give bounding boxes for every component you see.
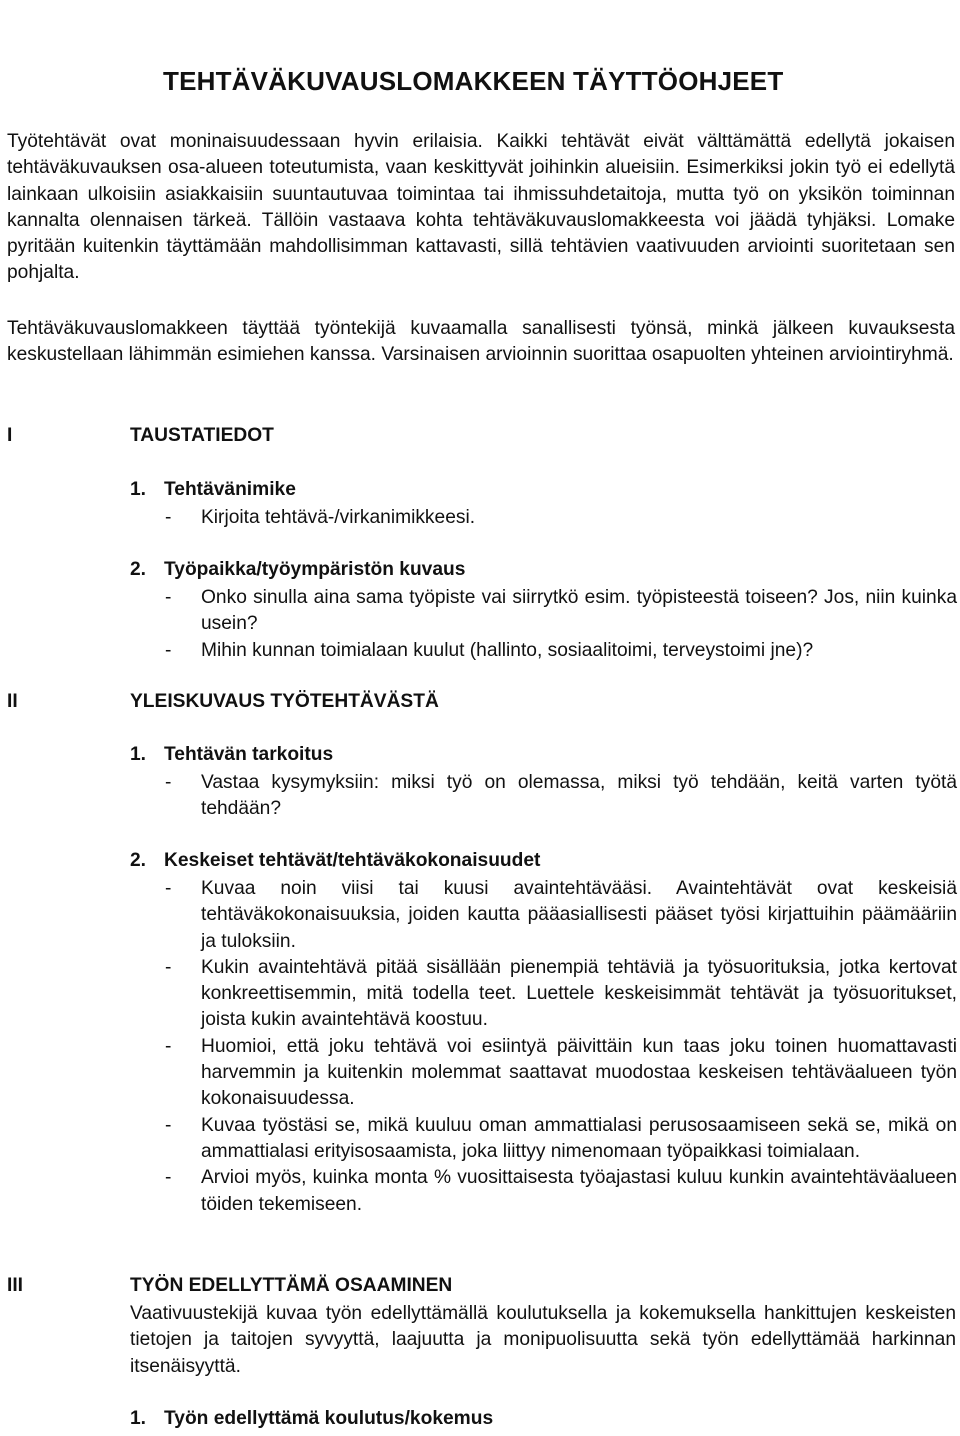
bullet-item: - Kuvaa noin viisi tai kuusi avaintehtävääsi. Avaintehtävät ovat keskeisiä tehtäväkokonaisuuksia, joiden kautta pääasiallisesti pääset työsi kirjattuihin päämääriin ja tuloksiin. (165, 876, 957, 955)
section-2-numeral: II (7, 691, 18, 712)
item-number: 1. (130, 1408, 147, 1429)
bullet-item: - Onko sinulla aina sama työpiste vai siirrytkö esim. työpisteestä toiseen? Jos, niin kuinka usein? (165, 585, 957, 638)
item-number: 2. (130, 559, 147, 580)
section-1-item-1-bullets (165, 505, 957, 531)
item-title: Tehtävän tarkoitus (164, 744, 334, 765)
section-3-numeral: III (7, 1275, 23, 1296)
section-1-title: TAUSTATIEDOT (130, 425, 274, 446)
section-3-description: Vaativuustekijä kuvaa työn edellyttämällä koulutuksella ja kokemuksella hankittujen keskeisten tietojen ja taitojen syvyyttä, laajuutta ja monipuolisuutta sekä työn edellyttämää harkinnan itsenäisyyttä. (130, 1303, 956, 1377)
intro-paragraph-2: Tehtäväkuvauslomakkeen täyttää työntekijä kuvaamalla sanallisesti työnsä, minkä jälkeen kuvauksesta keskustellaan lähimmän esimiehen kanssa. Varsinaisen arvioinnin suorittaa osapuolten yhteinen arviointiryhmä. (7, 318, 955, 366)
page-title: TEHTÄVÄKUVAUSLOMAKKEEN TÄYTTÖOHJEET (163, 66, 784, 96)
section-1-item-2-bullets (165, 585, 957, 664)
item-title: Keskeiset tehtävät/tehtäväkokonaisuudet (164, 850, 541, 871)
item-number: 2. (130, 850, 147, 871)
bullet-item: - Vastaa kysymyksiin: miksi työ on olemassa, miksi työ tehdään, keitä varten työtä tehdään? (165, 770, 957, 823)
bullet-item: - Kirjoita tehtävä-/virkanimikkeesi. (165, 505, 957, 531)
item-number: 1. (130, 479, 147, 500)
bullet-item: - Huomioi, että joku tehtävä voi esiintyä päivittäin kun taas joku toinen huomattavasti harvemmin ja kuitenkin molemmat saattavat muodostaa keskeisen tehtäväalueen työn kokonaisuudessa. (165, 1034, 957, 1113)
item-number: 1. (130, 744, 147, 765)
bullet-item: - Mihin kunnan toimialaan kuulut (hallinto, sosiaalitoimi, terveystoimi jne)? (165, 638, 957, 664)
bullet-item: - Kukin avaintehtävä pitää sisällään pienempiä tehtäviä ja työsuorituksia, jotka kertovat konkreettisemmin, mitä todella teet. Luettele keskeisimmät tehtävät ja työsuoritukset, joista kukin avaintehtävä koostuu. (165, 955, 957, 1034)
bullet-item: - Kuvaa työstäsi se, mikä kuuluu oman ammattialasi perusosaamiseen sekä se, mikä on ammattialasi erityisosaamista, joka liittyy nimenomaan työpaikkasi toimialaan. (165, 1113, 957, 1166)
item-title: Työpaikka/työympäristön kuvaus (164, 559, 466, 580)
item-title: Tehtävänimike (164, 479, 296, 500)
section-2-item-1-bullets (165, 770, 957, 823)
section-2-title: YLEISKUVAUS TYÖTEHTÄVÄSTÄ (130, 691, 439, 712)
section-2-item-1-heading (130, 744, 333, 766)
intro-paragraph-1: Työtehtävät ovat moninaisuudessaan hyvin erilaisia. Kaikki tehtävät eivät välttämättä edellytä jokaisen tehtäväkuvauksen osa-alueen toteutumista, vaan keskittyvät joihinkin alueisiin. Esimerkiksi jokin työ ei edellytä lainkaan ulkoisiin asiakkaisiin suuntautuvaa toimintaa tai ihmissuhdetaitoja, mutta työ on yksikön toiminnan kannalta olennaisen tärkeä. Tällöin vastaava kohta tehtäväkuvauslomakkeesta voi jäädä tyhjäksi. Lomake pyritään kuitenkin täyttämään mahdollisimman kattavasti, sillä tehtävien vaativuuden arviointi suoritetaan sen pohjalta. (7, 131, 955, 284)
section-2-item-2-heading (130, 850, 540, 872)
section-1-item-2-heading (130, 559, 465, 581)
section-1-item-1-heading (130, 479, 296, 501)
bullet-item: - Arvioi myös, kuinka monta % vuosittaisesta työajastasi kuluu kunkin avaintehtäväalueen töiden tekemiseen. (165, 1165, 957, 1218)
section-3-item-1-heading (130, 1408, 493, 1430)
item-title: Työn edellyttämä koulutus/kokemus (164, 1408, 494, 1429)
section-2-item-2-bullets (165, 876, 957, 1218)
section-1-numeral: I (7, 425, 13, 446)
section-3-title: TYÖN EDELLYTTÄMÄ OSAAMINEN (130, 1275, 453, 1296)
